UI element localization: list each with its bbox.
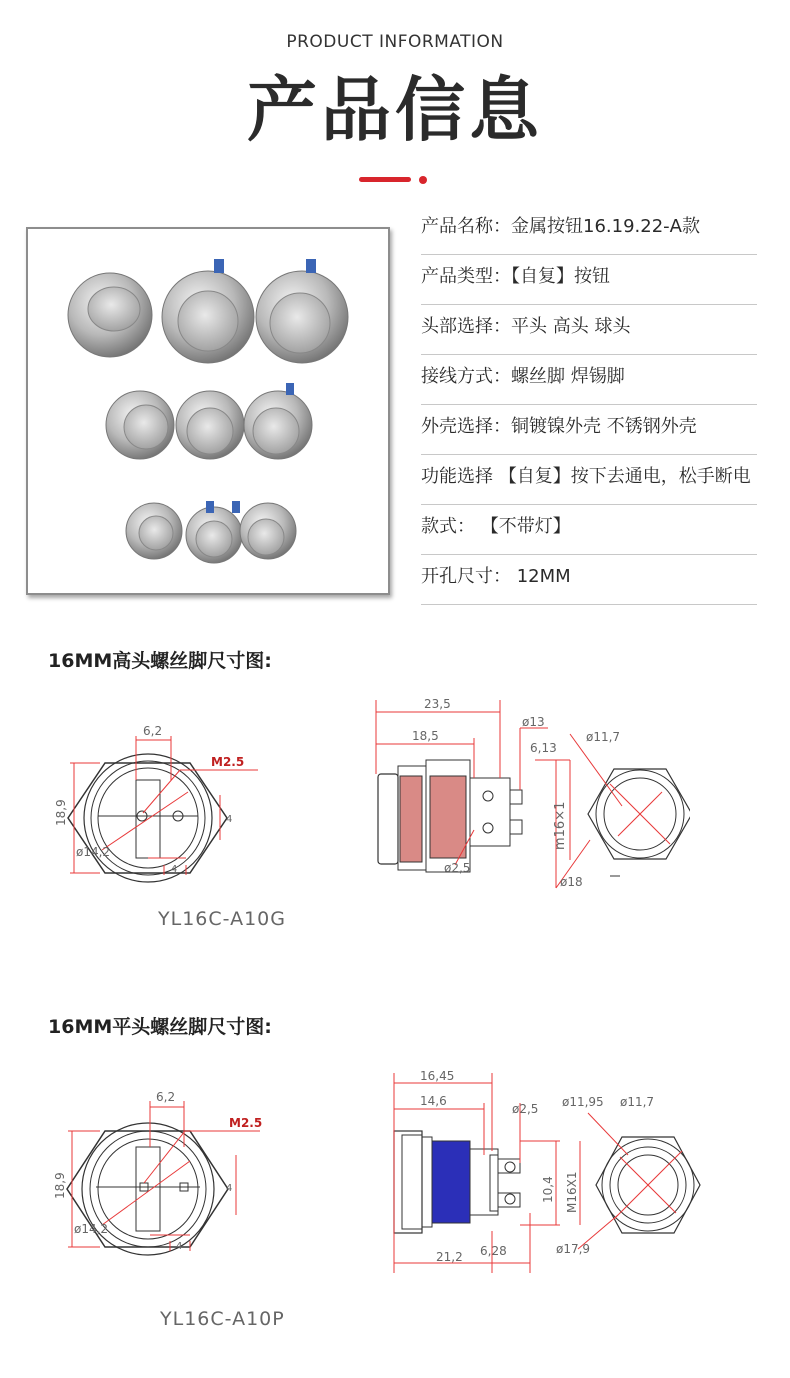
svg-text:4: 4 [226,1183,233,1194]
spec-row-function: 功能选择 【自复】按下去通电，松手断电 [421,455,757,505]
svg-text:4: 4 [226,814,233,825]
svg-text:21,2: 21,2 [436,1250,463,1264]
svg-text:ø17,9: ø17,9 [556,1242,591,1256]
side-view-drawing-high [360,690,690,900]
svg-text:ø14,2: ø14,2 [76,845,111,859]
product-buttons-image [28,229,388,593]
svg-text:6,28: 6,28 [480,1244,507,1258]
svg-text:ø2,5: ø2,5 [512,1102,539,1116]
page-title: 产品信息 [247,69,543,151]
svg-text:ø11,7: ø11,7 [586,730,621,744]
svg-text:ø11,7: ø11,7 [620,1095,655,1109]
svg-text:10,4: 10,4 [541,1176,555,1203]
svg-text:ø11,95: ø11,95 [562,1095,604,1109]
svg-text:M2.5: M2.5 [211,755,245,769]
svg-text:14,6: 14,6 [420,1094,447,1108]
title-dot [419,176,427,184]
svg-text:ø13: ø13 [522,715,545,729]
svg-text:4: 4 [176,1241,183,1252]
svg-text:18,5: 18,5 [412,729,439,743]
svg-text:M16X1: M16X1 [565,1171,579,1213]
product-photo [26,227,390,595]
spec-row-head: 头部选择：平头 高头 球头 [421,305,757,355]
section-subtitle: PRODUCT INFORMATION [286,32,504,52]
spec-row-name: 产品名称：金属按钮16.19.22-A款 [421,205,757,255]
svg-text:4: 4 [171,864,178,875]
model-label-flat: YL16C-A10P [160,1308,285,1330]
svg-text:M2.5: M2.5 [229,1116,263,1130]
front-view-drawing-flat [40,1075,280,1265]
section-heading-high: 16MM高头螺丝脚尺寸图: [48,650,272,672]
side-view-drawing-flat [380,1063,720,1283]
svg-text:6,2: 6,2 [143,724,163,738]
svg-text:18,9: 18,9 [54,799,68,826]
front-view-drawing-high [40,700,280,890]
spec-row-style: 款式： 【不带灯】 [421,505,757,555]
svg-text:16,45: 16,45 [420,1069,455,1083]
svg-text:18,9: 18,9 [53,1172,67,1199]
spec-row-wiring: 接线方式：螺丝脚 焊锡脚 [421,355,757,405]
svg-text:m16×1: m16×1 [553,801,568,850]
spec-row-type: 产品类型：【自复】按钮 [421,255,757,305]
model-label-high: YL16C-A10G [158,908,286,930]
svg-text:6,2: 6,2 [156,1090,176,1104]
svg-text:6,13: 6,13 [530,741,557,755]
title-underline [359,177,411,182]
svg-text:ø14,2: ø14,2 [74,1222,109,1236]
svg-text:23,5: 23,5 [424,697,451,711]
spec-row-hole: 开孔尺寸： 12MM [421,555,757,605]
section-heading-flat: 16MM平头螺丝脚尺寸图: [48,1016,272,1038]
svg-text:ø18: ø18 [560,875,583,889]
spec-row-shell: 外壳选择：铜镀镍外壳 不锈钢外壳 [421,405,757,455]
svg-text:ø2,5: ø2,5 [444,861,471,875]
